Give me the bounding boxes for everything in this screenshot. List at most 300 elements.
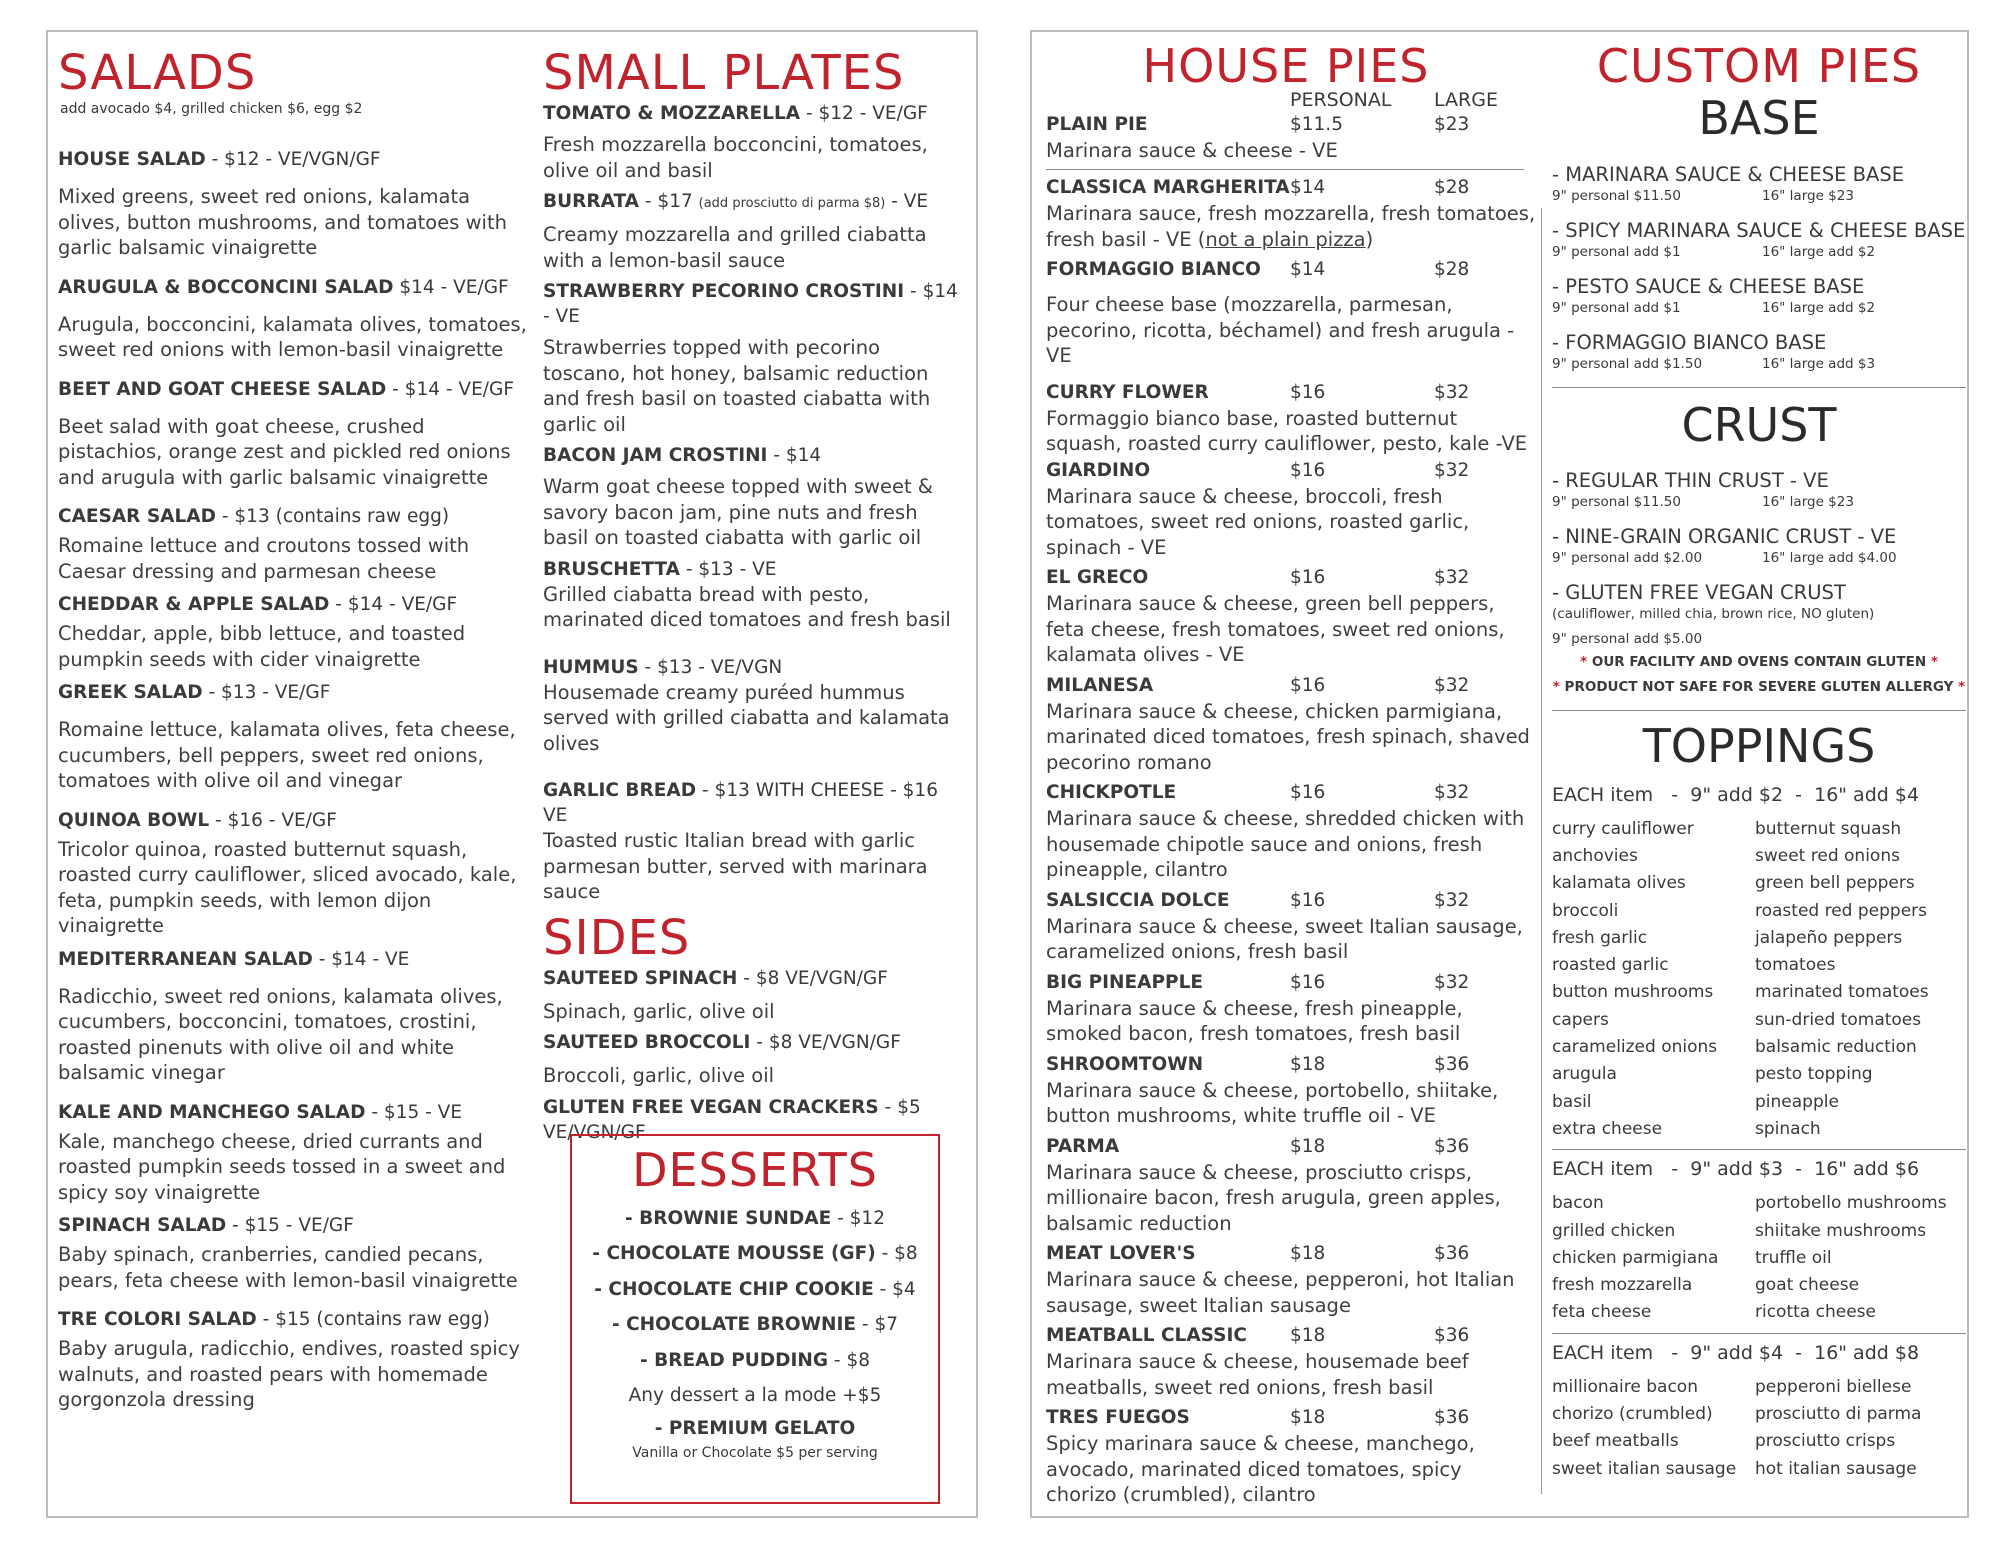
small-plate-price-info: - $14 - VE — [543, 281, 958, 328]
house-pie-item — [1046, 781, 1536, 883]
salad-description: Romaine lettuce and croutons tossed with Caesar dressing and parmesan cheese — [58, 534, 470, 583]
small-plate-description: Housemade creamy puréed hummus served with grilled ciabatta and kalamata olives — [543, 680, 950, 755]
gluten-warning-facility: * OUR FACILITY AND OVENS CONTAIN GLUTEN * — [1580, 654, 1938, 671]
topping-item: portobello mushrooms — [1755, 1193, 1947, 1214]
topping-tier-divider — [1552, 1333, 1966, 1334]
dessert-price: - $8 — [875, 1243, 918, 1265]
house-pie-header-row — [1046, 1242, 1536, 1266]
small-plate-description: Strawberries topped with pecorino toscano, hot honey, balsamic reduction and fresh basil on toasted ciabatta with garlic oil — [543, 336, 931, 436]
topping-item: chicken parmigiana — [1552, 1247, 1719, 1268]
sides-title: SIDES — [543, 909, 691, 966]
large-size-header: LARGE — [1434, 88, 1498, 111]
topping-item: prosciutto di parma — [1755, 1404, 1922, 1425]
gluten-free-crust-name: - GLUTEN FREE VEGAN CRUST — [1552, 581, 1846, 605]
salad-description: Radicchio, sweet red onions, kalamata olives, cucumbers, bocconcini, tomatoes, crostini, roasted pinenuts with olive oil and white balsamic vinegar — [58, 984, 503, 1085]
salad-description: Baby arugula, radicchio, endives, roasted spicy walnuts, and roasted pears with homemade gorgonzola dressing — [58, 1337, 520, 1412]
small-plate-item — [543, 279, 968, 437]
salad-name: ARUGULA & BOCCONCINI SALAD — [58, 276, 394, 298]
small-plate-price-info: - $14 — [767, 445, 822, 467]
house-pie-name: TRES FUEGOS — [1046, 1407, 1190, 1429]
base-personal-price: 9" personal add $1 — [1552, 244, 1681, 261]
house-pie-personal-price: $18 — [1290, 1053, 1326, 1075]
house-pie-item — [1046, 1324, 1536, 1400]
house-pie-personal-price: $16 — [1290, 567, 1326, 589]
house-pie-large-price: $28 — [1434, 177, 1470, 199]
house-pie-item — [1046, 176, 1536, 252]
house-pie-description-text: Marinara sauce, fresh mozzarella, fresh tomatoes, fresh basil - VE ( — [1046, 202, 1536, 251]
crust-option-name: - REGULAR THIN CRUST - VE — [1552, 469, 1829, 493]
house-pie-description-text: Four cheese base (mozzarella, parmesan, pecorino, ricotta, béchamel) and fresh arugula - VE — [1046, 293, 1515, 368]
salad-name: TRE COLORI SALAD — [58, 1309, 257, 1331]
base-personal-price: 9" personal $11.50 — [1552, 188, 1681, 205]
salad-name: BEET AND GOAT CHEESE SALAD — [58, 378, 387, 400]
house-pies-section — [1046, 40, 1536, 1514]
side-description: Spinach, garlic, olive oil — [543, 999, 775, 1023]
dessert-dash: - — [594, 1278, 609, 1300]
house-pie-header-row — [1046, 1324, 1536, 1348]
base-option-name: - FORMAGGIO BIANCO BASE — [1552, 331, 1827, 355]
small-plate-price-info: - $12 - VE/GF — [800, 103, 928, 125]
topping-item: goat cheese — [1755, 1275, 1860, 1296]
house-pie-item — [1046, 381, 1536, 457]
salad-name-line — [58, 680, 533, 705]
dessert-price: - $8 — [828, 1349, 871, 1371]
salad-item — [58, 1213, 533, 1293]
house-pie-header-row — [1046, 1135, 1536, 1159]
small-plate-diet-info: - VE — [885, 191, 929, 213]
house-pie-description-text: Marinara sauce & cheese, pepperoni, hot Italian sausage, sweet Italian sausage — [1046, 1268, 1515, 1317]
small-plate-name-line — [543, 557, 968, 582]
salad-item — [58, 680, 533, 794]
house-pie-large-price: $36 — [1434, 1243, 1470, 1265]
salad-description: Baby spinach, cranberries, candied pecans, pears, feta cheese with lemon-basil vinaigrette — [58, 1243, 518, 1292]
house-pie-description-text: Formaggio bianco base, roasted butternut squash, roasted curry cauliflower, pesto, kale -VE — [1046, 406, 1528, 456]
house-pies-list — [1046, 113, 1536, 1508]
base-personal-price: 9" personal add $1.50 — [1552, 356, 1703, 373]
house-pie-item — [1046, 674, 1536, 776]
house-pie-personal-price: $14 — [1290, 259, 1326, 281]
house-pie-large-price: $32 — [1434, 782, 1470, 804]
house-pie-description-text: Marinara sauce & cheese, prosciutto crisps, millionaire bacon, fresh arugula, green apples, balsamic reduction — [1046, 1160, 1501, 1235]
house-pie-description-text: Marinara sauce & cheese, housemade beef meatballs, sweet red onions, fresh basil — [1046, 1350, 1469, 1399]
topping-item: pineapple — [1755, 1091, 1839, 1112]
custom-pies-section — [1552, 40, 1966, 1483]
salad-name-line — [58, 1213, 533, 1238]
house-pie-item — [1046, 889, 1536, 965]
topping-item: caramelized onions — [1552, 1037, 1718, 1058]
house-pie-description — [1046, 292, 1536, 369]
house-pie-description — [1046, 914, 1536, 965]
toppings-list — [1552, 784, 1966, 1483]
small-plate-description: Grilled ciabatta bread with pesto, marinated diced tomatoes and fresh basil — [543, 582, 951, 632]
salad-name: HOUSE SALAD — [58, 149, 206, 171]
salad-price-info: - $14 - VE/GF — [329, 594, 458, 616]
side-item — [543, 1030, 968, 1089]
house-pie-description-text: Marinara sauce & cheese, fresh pineapple, smoked bacon, fresh tomatoes, fresh basil — [1046, 996, 1463, 1046]
side-name-line — [543, 1030, 968, 1055]
small-plate-name-line — [543, 443, 968, 468]
salad-name-line — [58, 808, 533, 833]
salad-price-info: - $13 - VE/GF — [202, 682, 331, 704]
base-large-price: 16" large $23 — [1762, 188, 1854, 205]
small-plate-price-info: - $13 WITH CHEESE - $16 VE — [543, 780, 938, 827]
side-price-info: - $8 VE/VGN/GF — [737, 967, 888, 989]
house-pie-description — [1046, 1349, 1536, 1400]
salad-name: GREEK SALAD — [58, 682, 203, 704]
salad-name: KALE AND MANCHEGO SALAD — [58, 1101, 366, 1123]
dessert-name: BREAD PUDDING — [654, 1349, 829, 1371]
desserts-title: DESSERTS — [632, 1143, 878, 1197]
topping-item: prosciutto crisps — [1755, 1431, 1896, 1452]
house-pie-description-underlined: not a plain pizza — [1205, 227, 1366, 251]
topping-item: bacon — [1552, 1193, 1604, 1214]
topping-item: millionaire bacon — [1552, 1376, 1698, 1397]
topping-item: shiitake mushrooms — [1755, 1220, 1927, 1241]
house-pie-description-text: Marinara sauce & cheese, portobello, shiitake, button mushrooms, white truffle oil - VE — [1046, 1078, 1499, 1128]
topping-item: green bell peppers — [1755, 873, 1915, 894]
house-pies-size-header — [1046, 89, 1536, 111]
topping-item: broccoli — [1552, 900, 1619, 921]
side-name: GLUTEN FREE VEGAN CRACKERS — [543, 1096, 879, 1118]
small-plate-name: GARLIC BREAD — [543, 780, 697, 802]
base-options-list — [1552, 163, 1966, 373]
house-pie-item — [1046, 113, 1536, 171]
base-large-price: 16" large add $2 — [1762, 244, 1876, 261]
house-pie-header-row — [1046, 113, 1536, 137]
salad-name-line — [58, 592, 533, 617]
small-plate-name-line — [543, 279, 968, 329]
desserts-box — [570, 1134, 940, 1504]
gluten-free-crust-price: 9" personal add $5.00 — [1552, 631, 1703, 648]
side-price-info: - $5 VE/VGN/GF — [543, 1096, 921, 1143]
house-pie-item — [1046, 1135, 1536, 1237]
salad-item — [58, 504, 533, 584]
salad-name-line — [58, 377, 533, 402]
topping-item: sun-dried tomatoes — [1755, 1009, 1922, 1030]
base-option-prices — [1552, 243, 1966, 261]
salad-name: SPINACH SALAD — [58, 1215, 227, 1237]
house-pie-description — [1046, 591, 1536, 668]
house-pie-personal-price: $14 — [1290, 177, 1326, 199]
small-plate-name-line — [543, 189, 968, 216]
salad-item — [58, 275, 533, 363]
house-pie-header-row — [1046, 1053, 1536, 1077]
topping-tier-grid — [1552, 1374, 1966, 1483]
house-pie-name: CURRY FLOWER — [1046, 381, 1209, 403]
base-title: BASE — [1698, 90, 1820, 145]
topping-item: roasted garlic — [1552, 955, 1669, 976]
small-plate-item — [543, 101, 968, 183]
premium-gelato-item: - PREMIUM GELATO — [654, 1417, 856, 1439]
salad-price-info: - $15 (contains raw egg) — [256, 1309, 490, 1331]
house-pie-header-row — [1046, 781, 1536, 805]
salads-section — [58, 46, 533, 1421]
salad-item — [58, 1307, 533, 1413]
house-pie-item — [1046, 971, 1536, 1047]
topping-item: arugula — [1552, 1064, 1617, 1085]
topping-tier-price: EACH item - 9" add $4 - 16" add $8 — [1552, 1341, 1920, 1364]
house-pie-header-row — [1046, 674, 1536, 698]
small-plate-description: Toasted rustic Italian bread with garlic parmesan butter, served with marinara sauce — [543, 829, 928, 904]
topping-item: butternut squash — [1755, 818, 1902, 839]
salad-description: Tricolor quinoa, roasted butternut squash, roasted curry cauliflower, sliced avocado, kale, feta, pumpkin seeds, with lemon dijon vinaigrette — [58, 837, 517, 938]
salad-name: CAESAR SALAD — [58, 506, 216, 528]
topping-item: marinated tomatoes — [1755, 982, 1929, 1003]
topping-tier-price: EACH item - 9" add $2 - 16" add $4 — [1552, 783, 1920, 806]
house-pie-large-price: $36 — [1434, 1053, 1470, 1075]
topping-item: pepperoni biellese — [1755, 1376, 1912, 1397]
house-pie-item — [1046, 459, 1536, 561]
salad-name-line — [58, 275, 533, 300]
house-pie-header-row — [1046, 258, 1536, 282]
small-plates-section — [543, 46, 968, 1151]
topping-item: spinach — [1755, 1118, 1821, 1139]
left-menu-page — [46, 30, 978, 1518]
house-pie-description-text: Marinara sauce & cheese, chicken parmigiana, marinated diced tomatoes, fresh spinach, shaved pecorino romano — [1046, 699, 1530, 774]
base-divider — [1552, 387, 1966, 388]
house-pie-personal-price: $16 — [1290, 889, 1326, 911]
small-plate-price-info: - $13 - VE/VGN — [638, 656, 783, 678]
house-pie-header-row — [1046, 459, 1536, 483]
topping-item: hot italian sausage — [1755, 1458, 1917, 1479]
dessert-item — [572, 1307, 938, 1343]
topping-item: beef meatballs — [1552, 1431, 1679, 1452]
topping-item: balsamic reduction — [1755, 1037, 1917, 1058]
desserts-list — [572, 1201, 938, 1379]
small-plate-price-info: - $13 - VE — [679, 558, 777, 580]
house-pie-personal-price: $11.5 — [1290, 113, 1343, 135]
base-option-name: - MARINARA SAUCE & CHEESE BASE — [1552, 163, 1905, 187]
topping-item: button mushrooms — [1552, 982, 1714, 1003]
house-pie-description — [1046, 201, 1536, 252]
gluten-warning-allergy: * PRODUCT NOT SAFE FOR SEVERE GLUTEN ALLERGY * — [1552, 679, 1966, 696]
house-pie-description — [1046, 484, 1536, 561]
small-plates-title: SMALL PLATES — [543, 45, 905, 101]
right-menu-page — [1030, 30, 1969, 1518]
side-description: Broccoli, garlic, olive oil — [543, 1064, 775, 1088]
dessert-dash: - — [611, 1314, 627, 1336]
small-plate-description: Warm goat cheese topped with sweet & savory bacon jam, pine nuts and fresh basil on toasted ciabatta with garlic oil — [543, 475, 934, 550]
house-pie-description-text: Marinara sauce & cheese, shredded chicken with housemade chipotle sauce and onions, fresh pineapple, cilantro — [1046, 807, 1525, 882]
house-pie-item — [1046, 1406, 1536, 1508]
salad-price-info: - $12 - VE/VGN/GF — [205, 149, 381, 171]
salad-name: CHEDDAR & APPLE SALAD — [58, 594, 330, 616]
base-option-prices — [1552, 355, 1966, 373]
house-pie-item — [1046, 258, 1536, 369]
side-item — [543, 966, 968, 1025]
house-pie-item — [1046, 1053, 1536, 1129]
house-pie-description — [1046, 1431, 1536, 1508]
house-pie-header-row — [1046, 566, 1536, 590]
salad-item — [58, 808, 533, 939]
house-pie-personal-price: $18 — [1290, 1407, 1326, 1429]
dessert-dash: - — [639, 1349, 655, 1371]
small-plates-list — [543, 101, 968, 905]
custom-pies-title: CUSTOM PIES — [1596, 39, 1922, 93]
salad-description: Romaine lettuce, kalamata olives, feta cheese, cucumbers, bell peppers, sweet red onions, tomatoes with olive oil and vinegar — [58, 718, 516, 793]
crust-option-name: - NINE-GRAIN ORGANIC CRUST - VE — [1552, 525, 1897, 549]
small-plate-description: Fresh mozzarella bocconcini, tomatoes, olive oil and basil — [543, 133, 928, 182]
salad-price-info: - $15 - VE/GF — [226, 1215, 354, 1237]
topping-tier-grid — [1552, 816, 1966, 1144]
small-plate-name: HUMMUS — [543, 656, 639, 678]
salad-price-info: - $16 - VE/GF — [209, 809, 337, 831]
small-plate-name-line — [543, 655, 968, 680]
dessert-price: - $7 — [856, 1314, 899, 1336]
house-pie-description — [1046, 806, 1536, 883]
house-pie-large-price: $32 — [1434, 567, 1470, 589]
house-pie-large-price: $32 — [1434, 459, 1470, 481]
house-pie-name: MEATBALL CLASSIC — [1046, 1325, 1247, 1347]
topping-item: truffle oil — [1755, 1247, 1832, 1268]
topping-item: fresh mozzarella — [1552, 1275, 1693, 1296]
salad-name: QUINOA BOWL — [58, 809, 210, 831]
house-pie-large-price: $32 — [1434, 674, 1470, 696]
plain-pie-divider — [1046, 169, 1524, 170]
house-pie-large-price: $36 — [1434, 1135, 1470, 1157]
house-pie-name: CLASSICA MARGHERITA — [1046, 177, 1290, 199]
dessert-item — [572, 1272, 938, 1308]
salad-item — [58, 947, 533, 1086]
sides-list — [543, 966, 968, 1145]
topping-tier-divider — [1552, 1149, 1966, 1150]
salad-name: MEDITERRANEAN SALAD — [58, 948, 313, 970]
house-pie-name: SALSICCIA DOLCE — [1046, 889, 1230, 911]
toppings-title: TOPPINGS — [1642, 719, 1876, 774]
base-option-prices — [1552, 299, 1966, 317]
house-pie-name: CHICKPOTLE — [1046, 782, 1177, 804]
house-pie-header-row — [1046, 971, 1536, 995]
small-plate-item — [543, 557, 968, 633]
crust-option-prices — [1552, 493, 1966, 511]
topping-item: feta cheese — [1552, 1302, 1652, 1323]
house-pie-name: EL GRECO — [1046, 567, 1149, 589]
salad-name-line — [58, 1100, 533, 1125]
house-pie-header-row — [1046, 176, 1536, 200]
base-large-price: 16" large add $3 — [1762, 356, 1876, 373]
topping-item: basil — [1552, 1091, 1592, 1112]
salad-name-line — [58, 504, 533, 529]
house-pie-name: MEAT LOVER'S — [1046, 1243, 1196, 1265]
salads-list — [58, 147, 533, 1413]
small-plate-name: BRUSCHETTA — [543, 558, 680, 580]
gluten-free-crust-note: (cauliflower, milled chia, brown rice, NO gluten) — [1552, 606, 1875, 623]
premium-gelato-note: Vanilla or Chocolate $5 per serving — [632, 1444, 878, 1461]
dessert-item — [572, 1201, 938, 1237]
salad-description: Cheddar, apple, bibb lettuce, and toasted pumpkin seeds with cider vinaigrette — [58, 622, 466, 671]
house-pie-personal-price: $18 — [1290, 1135, 1326, 1157]
small-plate-item — [543, 443, 968, 551]
salad-item — [58, 592, 533, 672]
side-name-line — [543, 966, 968, 991]
house-pie-name: GIARDINO — [1046, 459, 1151, 481]
topping-item: extra cheese — [1552, 1118, 1663, 1139]
crust-large-price: 16" large $23 — [1762, 494, 1854, 511]
small-plate-name: BACON JAM CROSTINI — [543, 445, 768, 467]
side-name: SAUTEED SPINACH — [543, 967, 738, 989]
house-pie-large-price: $28 — [1434, 259, 1470, 281]
dessert-price: - $4 — [873, 1278, 916, 1300]
house-pie-name: SHROOMTOWN — [1046, 1053, 1204, 1075]
small-plate-item — [543, 189, 968, 273]
house-pie-description — [1046, 1267, 1536, 1318]
salad-description: Beet salad with goat cheese, crushed pistachios, orange zest and pickled red onions and arugula with garlic balsamic vinaigrette — [58, 414, 511, 489]
house-pie-header-row — [1046, 381, 1536, 405]
house-pie-description — [1046, 1160, 1536, 1237]
salad-description: Mixed greens, sweet red onions, kalamata olives, button mushrooms, and tomatoes with garlic balsamic vinaigrette — [58, 185, 507, 260]
column-divider — [1541, 208, 1542, 1494]
house-pie-large-price: $36 — [1434, 1407, 1470, 1429]
side-price-info: - $8 VE/VGN/GF — [750, 1032, 901, 1054]
topping-item: roasted red peppers — [1755, 900, 1928, 921]
salad-price-info: - $14 - VE — [312, 948, 410, 970]
small-plate-description: Creamy mozzarella and grilled ciabatta with a lemon-basil sauce — [543, 223, 927, 272]
crust-divider — [1552, 710, 1966, 711]
small-plate-name: TOMATO & MOZZARELLA — [543, 103, 801, 125]
salad-price-info: $14 - VE/GF — [393, 276, 509, 298]
salad-name-line — [58, 947, 533, 972]
salad-description: Kale, manchego cheese, dried currants and roasted pumpkin seeds tossed in a sweet and spicy soy vinaigrette — [58, 1129, 506, 1204]
house-pie-personal-price: $18 — [1290, 1325, 1326, 1347]
salad-name-line — [58, 1307, 533, 1332]
topping-item: capers — [1552, 1009, 1609, 1030]
crust-large-price: 16" large add $4.00 — [1762, 550, 1897, 567]
topping-item: tomatoes — [1755, 955, 1836, 976]
crust-options-list — [1552, 469, 1966, 567]
house-pie-name: MILANESA — [1046, 674, 1154, 696]
house-pies-title: HOUSE PIES — [1142, 39, 1430, 93]
topping-item: jalapeño peppers — [1755, 927, 1903, 948]
house-pie-description-text: Marinara sauce & cheese, sweet Italian sausage, caramelized onions, fresh basil — [1046, 914, 1523, 964]
dessert-price: - $12 — [831, 1207, 885, 1229]
salad-name-line — [58, 147, 533, 172]
salads-addons-note: add avocado $4, grilled chicken $6, egg $2 — [60, 101, 363, 118]
dessert-item — [572, 1236, 938, 1272]
topping-item: chorizo (crumbled) — [1552, 1404, 1713, 1425]
small-plate-name: STRAWBERRY PECORINO CROSTINI — [543, 281, 905, 303]
house-pie-description — [1046, 138, 1536, 164]
small-plate-name: BURRATA — [543, 191, 639, 213]
house-pie-large-price: $23 — [1434, 113, 1470, 135]
dessert-name: CHOCOLATE MOUSSE (GF) — [606, 1243, 876, 1265]
small-plate-name-line — [543, 101, 968, 126]
dessert-item — [572, 1343, 938, 1379]
topping-item: anchovies — [1552, 845, 1638, 866]
house-pie-personal-price: $16 — [1290, 674, 1326, 696]
salad-description: Arugula, bocconcini, kalamata olives, tomatoes, sweet red onions with lemon-basil vinaigrette — [58, 312, 527, 362]
crust-personal-price: 9" personal $11.50 — [1552, 494, 1681, 511]
small-plate-name-line — [543, 778, 968, 828]
crust-personal-price: 9" personal add $2.00 — [1552, 550, 1703, 567]
house-pie-item — [1046, 1242, 1536, 1318]
small-plate-price-info: - $17 — [639, 191, 699, 213]
salad-price-info: - $15 - VE — [365, 1101, 463, 1123]
personal-size-header: PERSONAL — [1290, 88, 1392, 111]
dessert-name: CHOCOLATE BROWNIE — [626, 1314, 857, 1336]
topping-item: grilled chicken — [1552, 1220, 1676, 1241]
house-pie-personal-price: $16 — [1290, 459, 1326, 481]
house-pie-description — [1046, 406, 1536, 457]
house-pie-name: BIG PINEAPPLE — [1046, 971, 1204, 993]
house-pie-personal-price: $16 — [1290, 971, 1326, 993]
house-pie-personal-price: $16 — [1290, 381, 1326, 403]
house-pie-large-price: $32 — [1434, 381, 1470, 403]
crust-option-prices — [1552, 549, 1966, 567]
topping-item: fresh garlic — [1552, 927, 1648, 948]
house-pie-description-text: Marinara sauce & cheese - VE — [1046, 138, 1338, 162]
topping-tier-grid — [1552, 1190, 1966, 1326]
house-pie-personal-price: $18 — [1290, 1243, 1326, 1265]
